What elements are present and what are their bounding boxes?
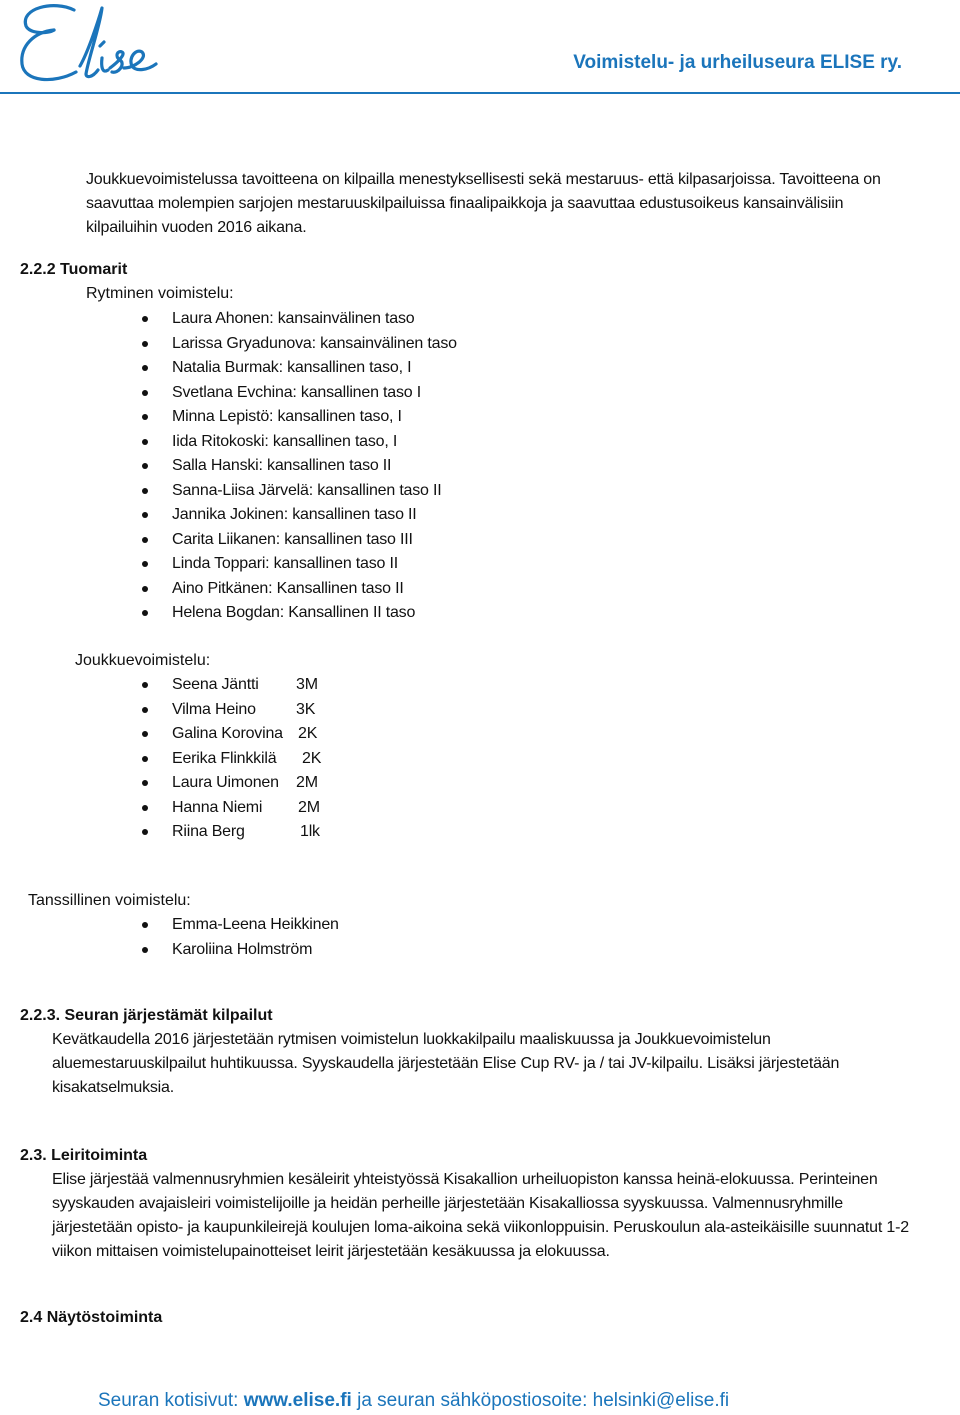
judge-level: 2M — [298, 798, 320, 816]
judge-name: Hanna Niemi — [172, 798, 263, 816]
list-item — [138, 820, 321, 845]
judge-level: 2K — [302, 749, 322, 767]
list-item: Iida Ritokoski: kansallinen taso, I — [138, 430, 457, 455]
judge-level: 2M — [296, 774, 318, 791]
list-item: Linda Toppari: kansallinen taso II — [138, 552, 457, 577]
list-item — [138, 673, 321, 698]
footer-middle: ja seuran sähköpostiosoite: — [351, 1390, 593, 1411]
rytminen-judges-list — [138, 307, 457, 626]
list-item — [138, 747, 321, 772]
list-item: Carita Liikanen: kansallinen taso III — [138, 528, 457, 553]
page-footer — [98, 1390, 729, 1412]
footer-email-link[interactable]: helsinki@elise.fi — [592, 1390, 730, 1411]
judge-name: Riina Berg — [172, 823, 245, 840]
tanssillinen-judges-list — [138, 913, 339, 962]
section-heading-naytostoiminta: 2.4 Näytöstoiminta — [20, 1309, 163, 1326]
logo-text: Elise — [14, 2, 17, 3]
footer-prefix: Seuran kotisivut: — [98, 1390, 244, 1411]
list-item: Salla Hanski: kansallinen taso II — [138, 454, 457, 479]
rytminen-label: Rytminen voimistelu: — [86, 285, 234, 302]
list-item: Svetlana Evchina: kansallinen taso I — [138, 381, 457, 406]
kilpailut-paragraph: Kevätkaudella 2016 järjestetään rytmisen voimistelun luokkakilpailu maaliskuussa ja Joukkuevoimistelun aluemestaruuskilpailut huhtikuussa. Syyskaudella järjestetään Elise Cup RV- ja / tai JV-kilpailu. Lisäksi järjestetään kisakatselmuksia. — [52, 1031, 840, 1096]
list-item — [138, 722, 321, 747]
list-item: Karoliina Holmström — [138, 938, 339, 963]
judge-name: Laura Uimonen — [172, 774, 279, 791]
list-item: Natalia Burmak: kansallinen taso, I — [138, 356, 457, 381]
section-heading-tuomarit: 2.2.2 Tuomarit — [20, 261, 128, 278]
list-item: Sanna-Liisa Järvelä: kansallinen taso II — [138, 479, 457, 504]
judge-name: Galina Korovina — [172, 725, 283, 742]
header-title: Voimistelu- ja urheiluseura ELISE ry. — [573, 52, 902, 73]
list-item: Jannika Jokinen: kansallinen taso II — [138, 503, 457, 528]
list-item — [138, 698, 321, 723]
tanssillinen-label: Tanssillinen voimistelu: — [28, 892, 191, 909]
list-item — [138, 771, 321, 796]
list-item: Laura Ahonen: kansainvälinen taso — [138, 307, 457, 332]
section-heading-kilpailut: 2.2.3. Seuran järjestämät kilpailut — [20, 1007, 273, 1024]
intro-paragraph: Joukkuevoimistelussa tavoitteena on kilpailla menestyksellisesti sekä mestaruus- että kilpasarjoissa. Tavoitteena on saavuttaa molempien sarjojen mestaruuskilpailuissa finaalipaikkoja ja saavuttaa edustusoikeus kansainvälisiin kilpailuihin vuoden 2016 aikana. — [86, 171, 881, 236]
judge-name: Eerika Flinkkilä — [172, 749, 277, 767]
joukkue-judges-list — [138, 673, 321, 845]
list-item: Minna Lepistö: kansallinen taso, I — [138, 405, 457, 430]
list-item: Helena Bogdan: Kansallinen II taso — [138, 601, 457, 626]
judge-level: 3K — [296, 700, 316, 718]
joukkue-label: Joukkuevoimistelu: — [75, 652, 211, 669]
judge-level: 2K — [298, 725, 318, 742]
judge-level: 1lk — [300, 823, 320, 840]
list-item: Aino Pitkänen: Kansallinen taso II — [138, 577, 457, 602]
leiritoiminta-paragraph: Elise järjestää valmennusryhmien kesäleirit yhteistyössä Kisakallion urheiluopiston kanssa heinä-elokuussa. Perinteinen syyskauden avajaisleiri voimistelijoille ja heidän perheille järjestetään Kisakalliossa syyskuussa. Valmennusryhmille järjestetään opisto- ja kaupunkileirejä koulujen loma-aikoina sekä viikonloppuisin. Peruskoulun ala-asteikäisille suunnatut 1-2 viikon mittaisen voimistelupainotteiset leirit järjestetään kesäkuussa ja elokuussa. — [52, 1171, 909, 1260]
header-divider — [0, 92, 960, 94]
judge-name: Seena Jäntti — [172, 676, 259, 693]
section-heading-leiritoiminta: 2.3. Leiritoiminta — [20, 1147, 148, 1164]
page-header — [0, 0, 960, 96]
list-item — [138, 796, 321, 821]
judge-name: Vilma Heino — [172, 700, 256, 718]
judge-level: 3M — [296, 676, 318, 693]
list-item: Emma-Leena Heikkinen — [138, 913, 339, 938]
elise-logo — [14, 2, 164, 88]
footer-website-link[interactable]: www.elise.fi — [243, 1390, 352, 1411]
list-item: Larissa Gryadunova: kansainvälinen taso — [138, 332, 457, 357]
